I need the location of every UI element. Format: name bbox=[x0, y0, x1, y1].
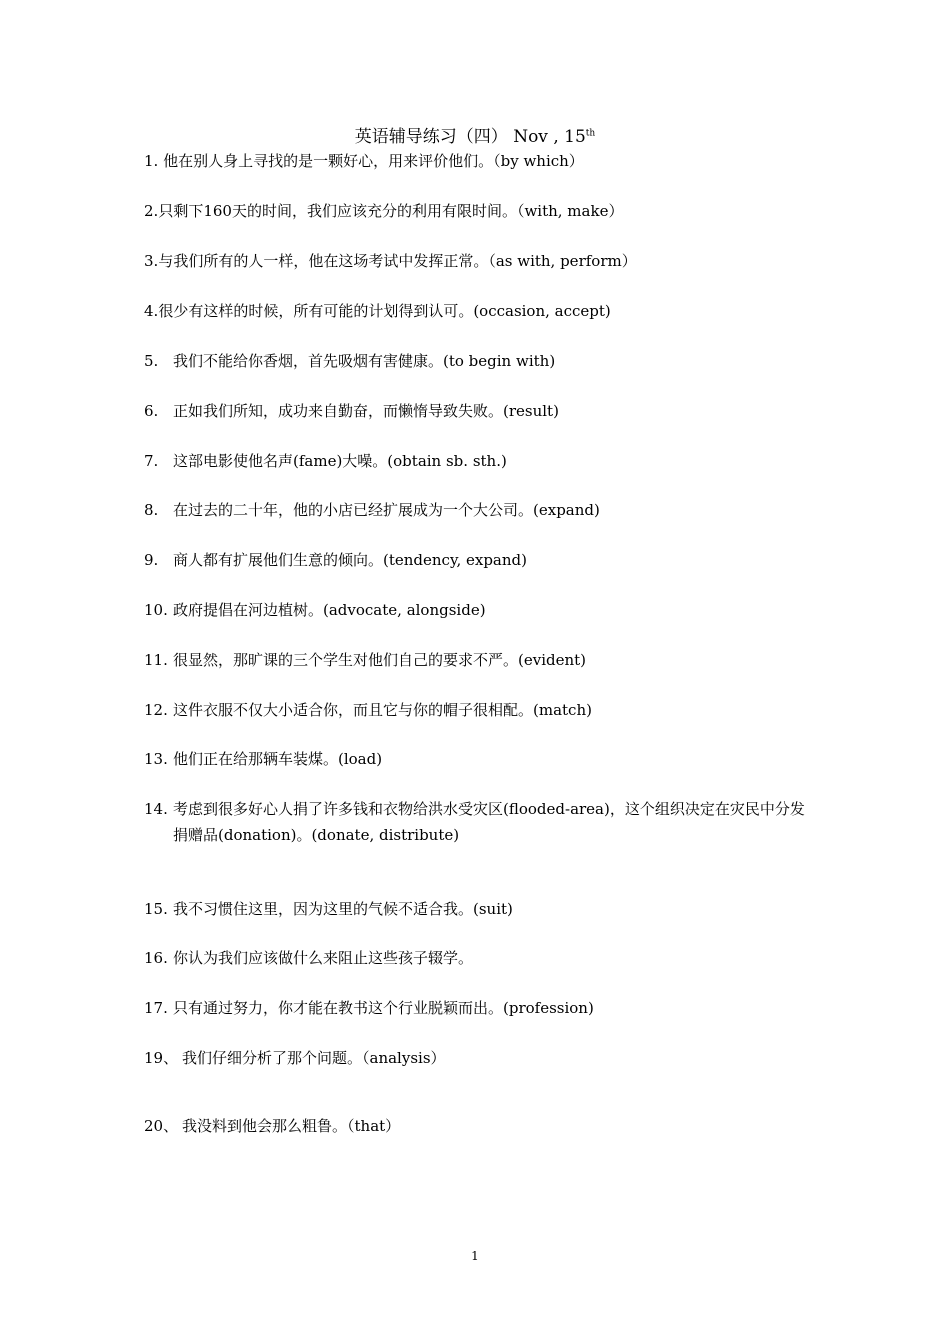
item-text: 我没料到他会那么粗鲁。（that） bbox=[182, 1117, 401, 1135]
exercise-item-16 bbox=[144, 947, 473, 969]
item-text: 正如我们所知，成功来自勤奋，而懒惰导致失败。(result) bbox=[173, 402, 559, 420]
exercise-item-8 bbox=[144, 499, 600, 521]
item-text: 商人都有扩展他们生意的倾向。(tendency, expand) bbox=[173, 551, 527, 569]
item-number: 2. bbox=[144, 202, 159, 220]
item-text: 这件衣服不仅大小适合你，而且它与你的帽子很相配。(match) bbox=[173, 701, 592, 719]
exercise-item-20 bbox=[144, 1115, 400, 1137]
item-number: 8. bbox=[144, 501, 159, 519]
exercise-item-19 bbox=[144, 1047, 446, 1069]
exercise-item-12 bbox=[144, 699, 592, 721]
item-text: 政府提倡在河边植树。(advocate, alongside) bbox=[173, 601, 486, 619]
item-text: 他们正在给那辆车装煤。(load) bbox=[173, 750, 383, 768]
item-text: 考虑到很多好心人捐了许多钱和衣物给洪水受灾区(flooded-area)，这个组织决定在灾民中分发捐赠品(donation)。(donate, distribute) bbox=[173, 800, 805, 844]
item-text: 很少有这样的时候，所有可能的计划得到认可。(occasion, accept) bbox=[158, 302, 611, 320]
exercise-item-3 bbox=[144, 250, 637, 272]
item-number: 3. bbox=[144, 252, 159, 270]
exercise-item-7 bbox=[144, 450, 507, 472]
item-number: 14. bbox=[144, 800, 168, 818]
exercise-item-13 bbox=[144, 748, 382, 770]
exercise-item-2 bbox=[144, 200, 623, 222]
document-title bbox=[0, 126, 950, 148]
item-number: 10. bbox=[144, 601, 168, 619]
exercise-item-1 bbox=[144, 150, 584, 172]
item-number: 4. bbox=[144, 302, 159, 320]
title-text: 英语辅导练习（四） Nov , 15 bbox=[354, 127, 586, 147]
exercise-item-17 bbox=[144, 997, 594, 1019]
item-number: 16. bbox=[144, 949, 168, 967]
exercise-item-5 bbox=[144, 350, 555, 372]
item-number: 11. bbox=[144, 651, 168, 669]
item-text: 我们不能给你香烟，首先吸烟有害健康。(to begin with) bbox=[173, 352, 556, 370]
item-number: 20、 bbox=[144, 1117, 179, 1135]
item-number: 19、 bbox=[144, 1049, 179, 1067]
item-number: 7. bbox=[144, 452, 159, 470]
item-number: 12. bbox=[144, 701, 168, 719]
exercise-item-14 bbox=[144, 798, 808, 848]
item-number: 9. bbox=[144, 551, 159, 569]
item-number: 13. bbox=[144, 750, 168, 768]
item-text: 很显然，那旷课的三个学生对他们自己的要求不严。(evident) bbox=[173, 651, 587, 669]
item-number: 15. bbox=[144, 900, 168, 918]
item-text: 只剩下160天的时间，我们应该充分的利用有限时间。（with, make） bbox=[158, 202, 624, 220]
item-number: 17. bbox=[144, 999, 168, 1017]
item-text: 你认为我们应该做什么来阻止这些孩子辍学。 bbox=[173, 949, 474, 967]
item-number: 5. bbox=[144, 352, 159, 370]
item-text: 我不习惯住这里，因为这里的气候不适合我。(suit) bbox=[173, 900, 513, 918]
page-number: 1 bbox=[471, 1249, 479, 1263]
exercise-item-11 bbox=[144, 649, 586, 671]
item-text: 他在别人身上寻找的是一颗好心，用来评价他们。（by which） bbox=[163, 152, 584, 170]
item-text: 我们仔细分析了那个问题。（analysis） bbox=[182, 1049, 446, 1067]
item-text: 只有通过努力，你才能在教书这个行业脱颖而出。(profession) bbox=[173, 999, 594, 1017]
item-number: 1. bbox=[144, 152, 159, 170]
item-text: 这部电影使他名声(fame)大噪。(obtain sb. sth.) bbox=[173, 452, 507, 470]
exercise-item-10 bbox=[144, 599, 486, 621]
exercise-item-15 bbox=[144, 898, 513, 920]
item-text: 在过去的二十年，他的小店已经扩展成为一个大公司。(expand) bbox=[173, 501, 600, 519]
exercise-item-4 bbox=[144, 300, 611, 322]
item-text: 与我们所有的人一样，他在这场考试中发挥正常。（as with, perform） bbox=[158, 252, 637, 270]
item-number: 6. bbox=[144, 402, 159, 420]
exercise-item-9 bbox=[144, 549, 527, 571]
title-superscript: th bbox=[585, 128, 596, 139]
exercise-item-6 bbox=[144, 400, 559, 422]
